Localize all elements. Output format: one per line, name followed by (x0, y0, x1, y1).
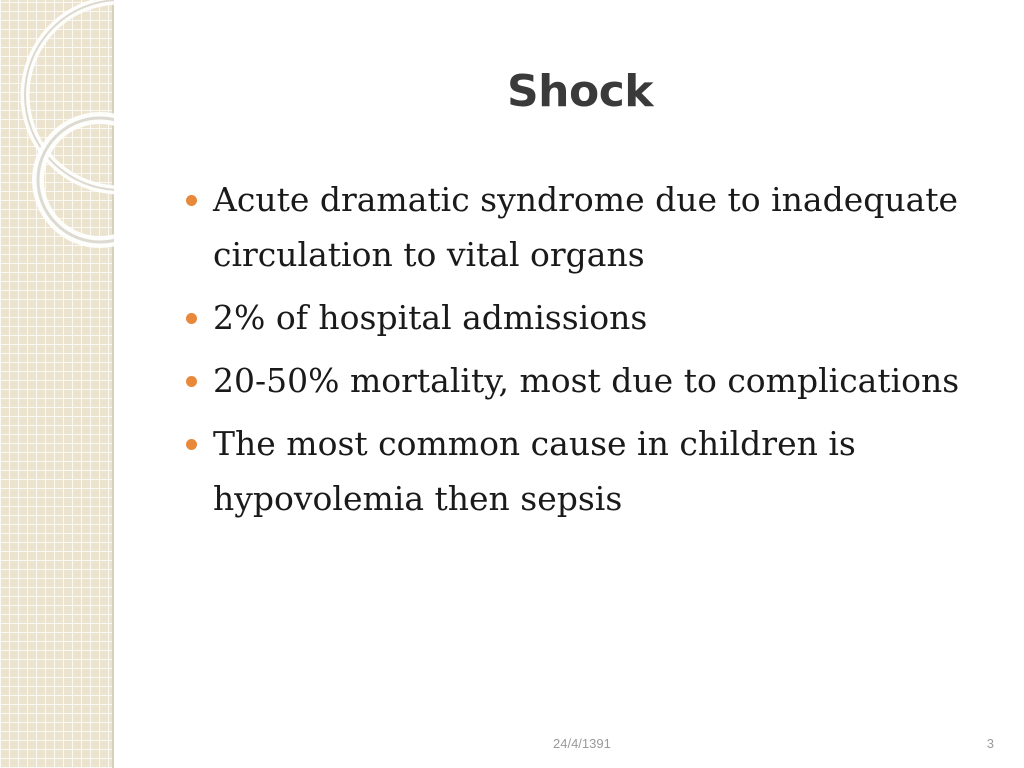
bullet-list (182, 172, 982, 534)
bullet-text: 2% of hospital admissions (213, 298, 648, 337)
bullet-dot-icon (186, 195, 197, 206)
bullet-text: The most common cause in children is hypovolemia then sepsis (213, 424, 856, 518)
bullet-dot-icon (186, 376, 197, 387)
decorative-circles (0, 0, 114, 768)
footer-date: 24/4/1391 (553, 736, 611, 751)
bullet-item (182, 416, 982, 526)
bullet-text: Acute dramatic syndrome due to inadequate circulation to vital organs (213, 180, 959, 274)
bullet-dot-icon (186, 439, 197, 450)
bullet-dot-icon (186, 313, 197, 324)
bullet-item (182, 290, 982, 345)
bullet-item (182, 172, 982, 282)
footer-page-number: 3 (986, 736, 994, 751)
bullet-item (182, 353, 982, 408)
slide-title: Shock (506, 66, 654, 117)
bullet-text: 20-50% mortality, most due to complications (213, 361, 960, 400)
